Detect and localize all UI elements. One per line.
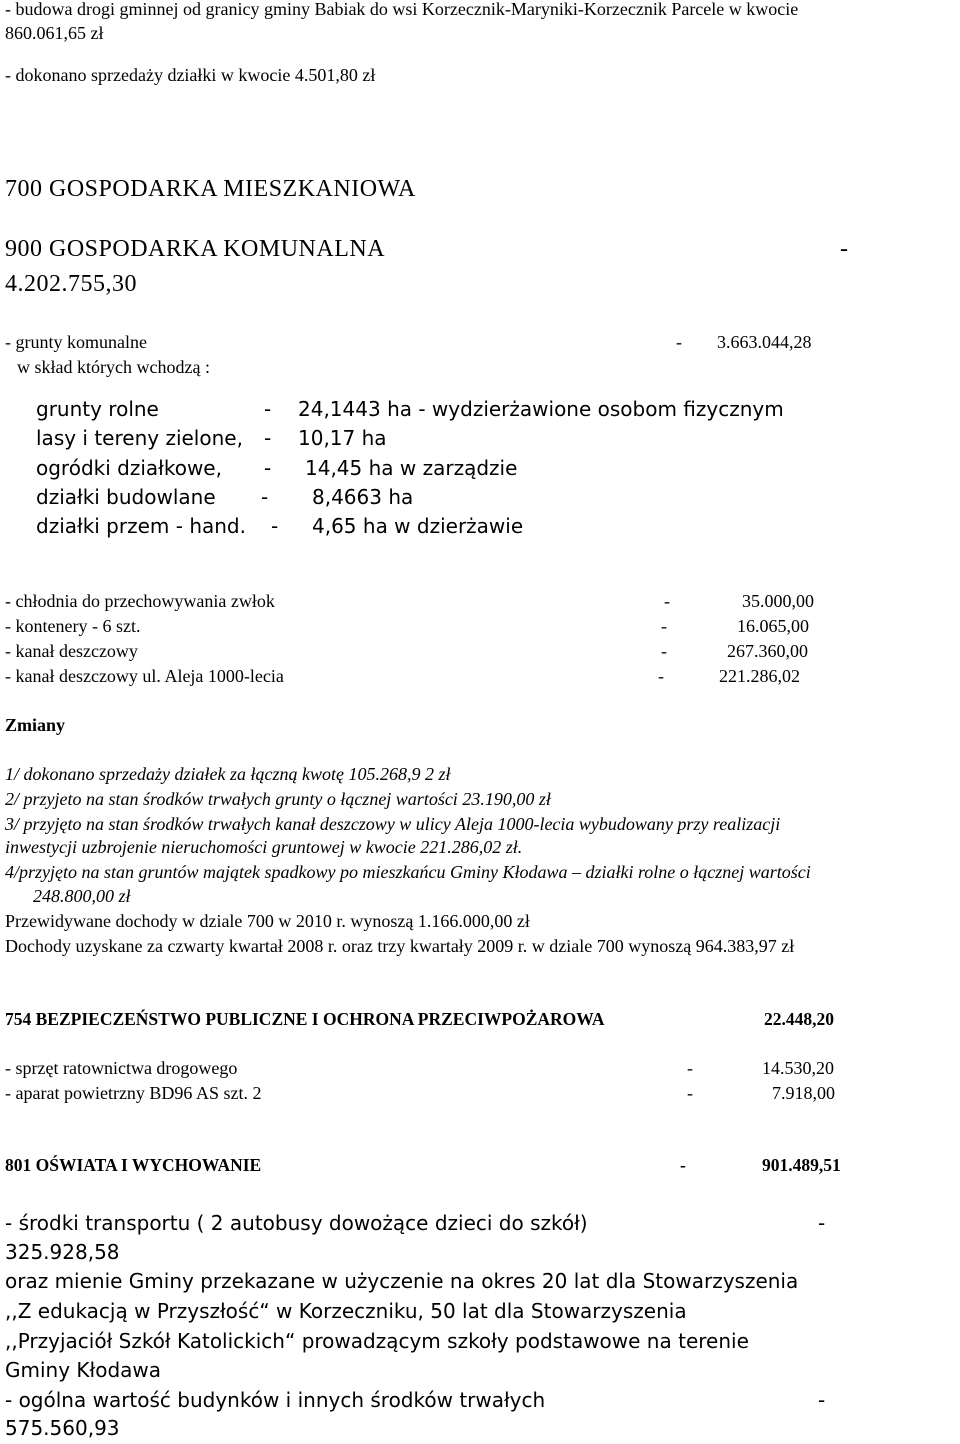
land-dash: -	[264, 397, 272, 421]
asset-name: - kanał deszczowy ul. Aleja 1000-lecia	[5, 666, 284, 686]
zmiany-line: 1/ dokonano sprzedaży działek za łączną kwotę 105.268,9 2 zł	[5, 764, 451, 784]
dochody-przewidywane: Przewidywane dochody w dziale 700 w 2010 r. wynoszą 1.166.000,00 zł	[5, 911, 530, 931]
asset-value: 16.065,00	[737, 616, 809, 636]
item-name: - sprzęt ratownictwa drogowego	[5, 1058, 238, 1078]
zmiany-line: 4/przyjęto na stan gruntów majątek spadkowy po mieszkańcu Gminy Kłodawa – działki rolne o łącznej wartości	[5, 862, 811, 882]
zmiany-heading: Zmiany	[5, 715, 66, 735]
intro-line-1: - budowa drogi gminnej od granicy gminy Babiak do wsi Korzecznik-Maryniki-Korzecznik Parcele w kwocie	[5, 0, 799, 19]
section-754-amount: 22.448,20	[764, 1009, 834, 1029]
land-name: działki przem - hand.	[36, 514, 246, 538]
paragraph-line: ,,Z edukacją w Przyszłość“ w Korzeczniku, 50 lat dla Stowarzyszenia	[5, 1299, 687, 1323]
grunty-komunalne-label: - grunty komunalne	[5, 332, 147, 352]
item-name: - aparat powietrzny BD96 AS szt. 2	[5, 1083, 262, 1103]
asset-name: - kontenery - 6 szt.	[5, 616, 141, 636]
land-dash: -	[264, 426, 272, 450]
paragraph-line: ,,Przyjaciół Szkół Katolickich“ prowadzącym szkoły podstawowe na terenie	[5, 1329, 749, 1353]
asset-value: 221.286,02	[719, 666, 800, 686]
section-801-dash: -	[680, 1155, 686, 1175]
asset-name: - kanał deszczowy	[5, 641, 138, 661]
sklad-label: w skład których wchodzą :	[17, 357, 210, 377]
section-900-dash: -	[840, 236, 849, 262]
section-900-title: 900 GOSPODARKA KOMUNALNA	[5, 236, 386, 262]
zmiany-line: 2/ przyjeto na stan środków trwałych grunty o łącznej wartości 23.190,00 zł	[5, 789, 551, 809]
transport-line: - środki transportu ( 2 autobusy dowożące dzieci do szkół)	[5, 1211, 588, 1235]
section-801-title: 801 OŚWIATA I WYCHOWANIE	[5, 1155, 262, 1175]
asset-name: - chłodnia do przechowywania zwłok	[5, 591, 275, 611]
intro-line-2: 860.061,65 zł	[5, 23, 104, 43]
total-value-dash: -	[818, 1388, 826, 1412]
total-value-label: - ogólna wartość budynków i innych środków trwałych	[5, 1388, 546, 1412]
asset-dash: -	[661, 616, 667, 636]
land-name: ogródki działkowe,	[36, 456, 222, 480]
land-dash: -	[261, 485, 269, 509]
paragraph-line: Gminy Kłodawa	[5, 1358, 162, 1382]
asset-dash: -	[658, 666, 664, 686]
land-value: 10,17 ha	[298, 426, 387, 450]
asset-dash: -	[661, 641, 667, 661]
grunty-komunalne-amount: 3.663.044,28	[717, 332, 812, 352]
item-dash: -	[687, 1083, 693, 1103]
transport-dash: -	[818, 1211, 826, 1235]
section-900-amount: 4.202.755,30	[5, 271, 137, 297]
item-value: 14.530,20	[762, 1058, 834, 1078]
section-754-title: 754 BEZPIECZEŃSTWO PUBLICZNE I OCHRONA PRZECIWPOŻAROWA	[5, 1009, 605, 1029]
asset-value: 35.000,00	[742, 591, 814, 611]
land-dash: -	[271, 514, 279, 538]
item-dash: -	[687, 1058, 693, 1078]
land-value: 4,65 ha w dzierżawie	[312, 514, 524, 538]
land-name: grunty rolne	[36, 397, 159, 421]
asset-value: 267.360,00	[727, 641, 808, 661]
zmiany-line: 3/ przyjęto na stan środków trwałych kanał deszczowy w ulicy Aleja 1000-lecia wybudowany przy realizacji	[5, 814, 781, 834]
intro-line-3: - dokonano sprzedaży działki w kwocie 4.501,80 zł	[5, 65, 376, 85]
land-value: 8,4663 ha	[312, 485, 414, 509]
grunty-komunalne-dash: -	[676, 332, 682, 352]
dochody-uzyskane: Dochody uzyskane za czwarty kwartał 2008 r. oraz trzy kwartały 2009 r. w dziale 700 wynoszą 964.383,97 zł	[5, 936, 795, 956]
zmiany-line: 248.800,00 zł	[33, 886, 131, 906]
section-801-amount: 901.489,51	[762, 1155, 841, 1175]
section-700-title: 700 GOSPODARKA MIESZKANIOWA	[5, 176, 416, 202]
zmiany-line: inwestycji uzbrojenie nieruchomości gruntowej w kwocie 221.286,02 zł.	[5, 837, 523, 857]
item-value: 7.918,00	[772, 1083, 835, 1103]
land-value: 14,45 ha w zarządzie	[305, 456, 518, 480]
asset-dash: -	[664, 591, 670, 611]
land-name: działki budowlane	[36, 485, 216, 509]
land-dash: -	[264, 456, 272, 480]
paragraph-line: oraz mienie Gminy przekazane w użyczenie na okres 20 lat dla Stowarzyszenia	[5, 1269, 799, 1293]
land-name: lasy i tereny zielone,	[36, 426, 243, 450]
transport-amount: 325.928,58	[5, 1240, 120, 1264]
land-value: 24,1443 ha - wydzierżawione osobom fizycznym	[298, 397, 784, 421]
total-value-amount: 575.560,93	[5, 1416, 120, 1440]
